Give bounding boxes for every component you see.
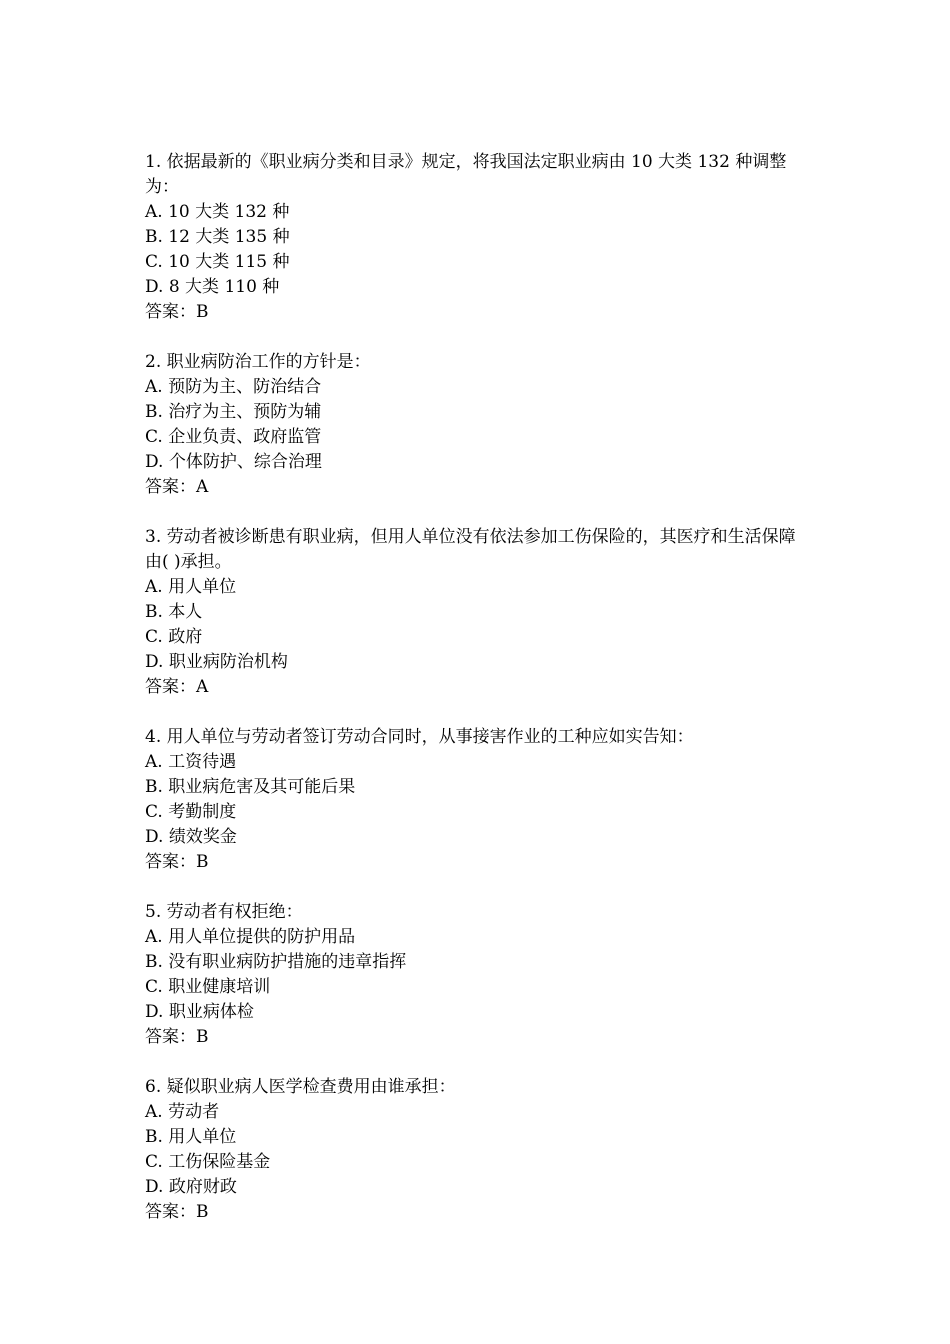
option-c: C. 考勤制度 xyxy=(145,802,237,822)
option-b: B. 职业病危害及其可能后果 xyxy=(145,777,356,797)
option-a: A. 工资待遇 xyxy=(145,752,237,772)
option-d: D. 8 大类 110 种 xyxy=(145,277,280,297)
question-2 xyxy=(145,350,810,500)
option-c: C. 企业负责、政府监管 xyxy=(145,427,322,447)
question-stem: 1. 依据最新的《职业病分类和目录》规定，将我国法定职业病由 10 大类 132 种调整为： xyxy=(145,152,787,197)
answer: 答案：A xyxy=(145,477,209,497)
question-stem: 3. 劳动者被诊断患有职业病，但用人单位没有依法参加工伤保险的，其医疗和生活保障由( )承担。 xyxy=(145,527,796,572)
option-a: A. 10 大类 132 种 xyxy=(145,202,290,222)
option-a: A. 预防为主、防治结合 xyxy=(145,377,322,397)
option-d: D. 职业病体检 xyxy=(145,1002,254,1022)
question-3 xyxy=(145,525,810,700)
question-stem: 2. 职业病防治工作的方针是： xyxy=(145,352,371,372)
answer: 答案：A xyxy=(145,677,209,697)
option-b: B. 治疗为主、预防为辅 xyxy=(145,402,322,422)
option-d: D. 绩效奖金 xyxy=(145,827,237,847)
option-a: A. 用人单位提供的防护用品 xyxy=(145,927,356,947)
option-b: B. 用人单位 xyxy=(145,1127,237,1147)
option-d: D. 个体防护、综合治理 xyxy=(145,452,322,472)
question-6 xyxy=(145,1075,810,1225)
option-c: C. 政府 xyxy=(145,627,203,647)
question-1 xyxy=(145,150,810,325)
answer: 答案：B xyxy=(145,302,209,322)
option-c: C. 职业健康培训 xyxy=(145,977,271,997)
option-d: D. 职业病防治机构 xyxy=(145,652,288,672)
option-b: B. 本人 xyxy=(145,602,203,622)
question-4 xyxy=(145,725,810,875)
question-stem: 6. 疑似职业病人医学检查费用由谁承担： xyxy=(145,1077,456,1097)
answer: 答案：B xyxy=(145,1202,209,1222)
option-a: A. 用人单位 xyxy=(145,577,237,597)
question-stem: 4. 用人单位与劳动者签订劳动合同时，从事接害作业的工种应如实告知： xyxy=(145,727,694,747)
option-b: B. 12 大类 135 种 xyxy=(145,227,290,247)
question-5 xyxy=(145,900,810,1050)
answer: 答案：B xyxy=(145,852,209,872)
option-c: C. 10 大类 115 种 xyxy=(145,252,290,272)
option-a: A. 劳动者 xyxy=(145,1102,220,1122)
option-c: C. 工伤保险基金 xyxy=(145,1152,271,1172)
answer: 答案：B xyxy=(145,1027,209,1047)
option-b: B. 没有职业病防护措施的违章指挥 xyxy=(145,952,407,972)
option-d: D. 政府财政 xyxy=(145,1177,237,1197)
document-page xyxy=(145,150,810,1250)
question-stem: 5. 劳动者有权拒绝： xyxy=(145,902,303,922)
